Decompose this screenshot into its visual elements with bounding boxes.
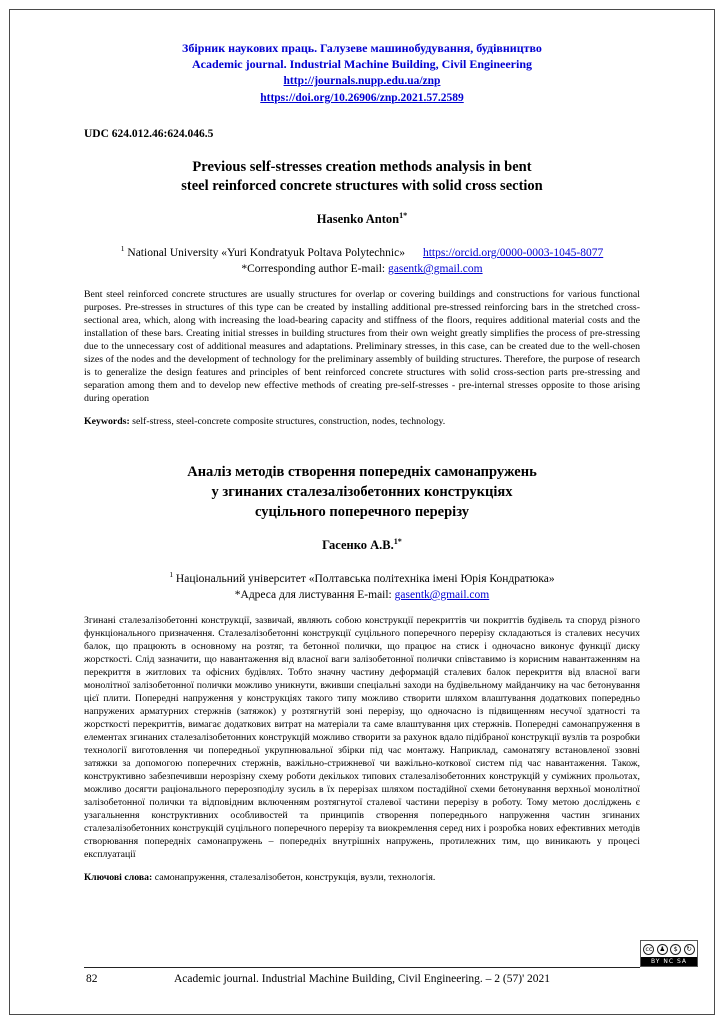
paper-title-en-line2: steel reinforced concrete structures with solid cross section [181, 178, 543, 194]
cc-license-icons [641, 941, 697, 957]
keywords-uk [84, 871, 640, 884]
footer [84, 967, 640, 985]
udc-code: UDC 624.012.46:624.046.5 [84, 128, 214, 140]
keywords-en-text: self-stress, steel-concrete composite structures, construction, nodes, technology. [129, 415, 446, 427]
author-uk-sup: 1* [393, 536, 402, 546]
affiliation-en-line [84, 241, 640, 261]
by-attribution-icon: ♟ [657, 944, 668, 955]
journal-url-link[interactable]: http://journals.nupp.edu.ua/znp [283, 75, 441, 87]
author-en-text: Hasenko Anton [316, 212, 400, 227]
doi-link[interactable]: https://doi.org/10.26906/znp.2021.57.2589 [260, 92, 464, 104]
email-link-uk[interactable]: gasentk@gmail.com [394, 588, 490, 601]
paper-title-uk-line1: Аналіз методів створення попередніх самонапружень [187, 463, 537, 480]
nc-noncommercial-icon: $ [670, 944, 681, 955]
affiliation-uk-sup: 1 [169, 570, 174, 580]
affiliation-uk-text: Національний університет «Полтавська політехніка імені Юрія Кондратюка» [173, 572, 555, 585]
footer-page-number: 82 [86, 973, 98, 985]
keywords-en-label: Keywords: [84, 415, 130, 427]
affiliation-block-uk [84, 567, 640, 603]
keywords-uk-label: Ключові слова: [84, 871, 153, 883]
paper-title-uk [84, 462, 640, 522]
doi-row [84, 90, 640, 106]
affiliation-en-text: National University «Yuri Kondratyuk Poltava Polytechnic» [124, 246, 405, 259]
paper-title-uk-line3: суцільного поперечного перерізу [255, 503, 469, 520]
author-name-en [84, 211, 640, 227]
orcid-link[interactable]: https://orcid.org/0000-0003-1045-8077 [422, 246, 604, 259]
author-uk-text: Гасенко А.В. [322, 538, 394, 553]
author-en-sup: 1* [399, 211, 408, 220]
corresponding-en-line [84, 261, 640, 277]
keywords-uk-text: самонапруження, сталезалізобетон, конструкція, вузли, технологія. [152, 871, 436, 883]
email-link-en[interactable]: gasentk@gmail.com [388, 262, 483, 275]
corresponding-uk-label: *Адреса для листування E-mail: [234, 588, 395, 601]
keywords-en [84, 415, 640, 428]
corresponding-uk-line [84, 587, 640, 603]
sa-sharealike-icon: ↻ [684, 944, 695, 955]
affiliation-block-en [84, 241, 640, 277]
affiliation-uk-line [84, 567, 640, 587]
paper-title-en-line1: Previous self-stresses creation methods analysis in bent [192, 159, 532, 175]
journal-url-row [84, 73, 640, 89]
author-name-uk [84, 537, 640, 553]
cc-license-badge[interactable] [640, 940, 698, 967]
paper-title-uk-line2: у згинаних сталезалізобетонних конструкціях [211, 483, 513, 500]
cc-icon: cc [645, 944, 653, 953]
corresponding-en-label: *Corresponding author E-mail: [241, 262, 388, 275]
cc-license-label: BY NC SA [641, 957, 697, 966]
journal-title-en: Academic journal. Industrial Machine Building, Civil Engineering [191, 57, 533, 71]
footer-journal-text: Academic journal. Industrial Machine Building, Civil Engineering. – 2 (57)' 2021 [173, 973, 551, 985]
abstract-en: Bent steel reinforced concrete structures are usually structures for overlap or covering buildings and constructions for various functional purposes. Pre-stresses in structures of this type can be created by installing additional pre-stressed reinforcing bars in the stretched cross-sectional area, which, along with increasing the load-bearing capacity and stiffness of the floors, requires additional material costs and the installation of these bars. Creating initial stresses in building structures from their own weight greatly simplifies the process of pre-stressing due to the unnecessary cost of additional measures and adaptations. Preliminary stresses, in this case, can be created due to the well-chosen sizes of the nodes and the development of technology for the preliminary assembly of building structures. Therefore, the purpose of research is to generalize the design features and principles of bent reinforced concrete structures with solid cross-section parts pre-stressing and separation among them and to develop new effective methods of creating pre-self-stresses - pre-internal stresses opposite to those arising during operation [84, 288, 640, 404]
abstract-uk: Згинані сталезалізобетонні конструкції, зазвичай, являють собою конструкції перекриттів чи покриттів будівель та споруд різного функціонального призначення. Сталезалізобетонні конструкції суцільного поперечного перерізу складаються із сталевих несучих балок, що працюють в основному на розтяг, та бетонної полички, що працює на стиск і одночасно виконує функції диску жорсткості. Слід зазначити, що навантаження від власної ваги залізобетонної полички співставимо із корисним навантаженням на перекриття в житлових та офісних будівлях. Тобто значну частину деформацій сталевих балок перекриття від власної ваги монолітної залізобетонної полички можливо уникнути, вживши спеціальні заходи на будівельному майданчику на час бетонування цієї плити. Попередні напруження у конструкціях такого типу можливо створити шляхом влаштування додаткових попередньо напружених арматурних стержнів (затяжок) у розтягнутій зоні перерізу, що одночасно із підвищенням несучої здатності та жорсткості перекриттів, вимагає додаткових витрат на матеріали та саме влаштування цих стержнів. Попередні самонапруження в елементах згинаних сталезалізобетонних конструкцій можливо створити за рахунок вдало підібраної конструкції вузлів та розробки технології виготовлення чи попередньої укрупнювальної збірки під час монтажу. Наприклад, самонатягу встановленої ззовні затяжки за допомогою поперечних стержнів, важільно-стрижневої чи важільно-коткової систем під час навантаження. Також, конструктивно забезпечивши нерозрізну схему роботи декількох типових сталезалізобетонних конструкцій у суміжних прольотах, можливо досягти раціонального перерозподілу зусиль в їх перерізах шляхом постадійної схеми бетонування верхньої монолітної залізобетонної полички та відповідним включенням розтягнутої сталевої частини перерізу в роботу. Тому метою досліджень є узагальнення конструктивних особливостей та принципів створення попереднього напруження частин згинаних сталезалізобетонних конструкцій суцільного поперечного перерізу та виокремлення серед них і розробка нових ефективних методів створювання попередніх самонапружень – попередніх внутрішніх напружень, протилежних тим, що виникають у процесі експлуатації [84, 614, 640, 860]
paper-title-en [84, 158, 640, 196]
journal-header [84, 40, 640, 106]
journal-title-uk: Збірник наукових праць. Галузеве машинобудування, будівництво [182, 41, 542, 55]
affiliation-en-sup: 1 [120, 244, 125, 254]
